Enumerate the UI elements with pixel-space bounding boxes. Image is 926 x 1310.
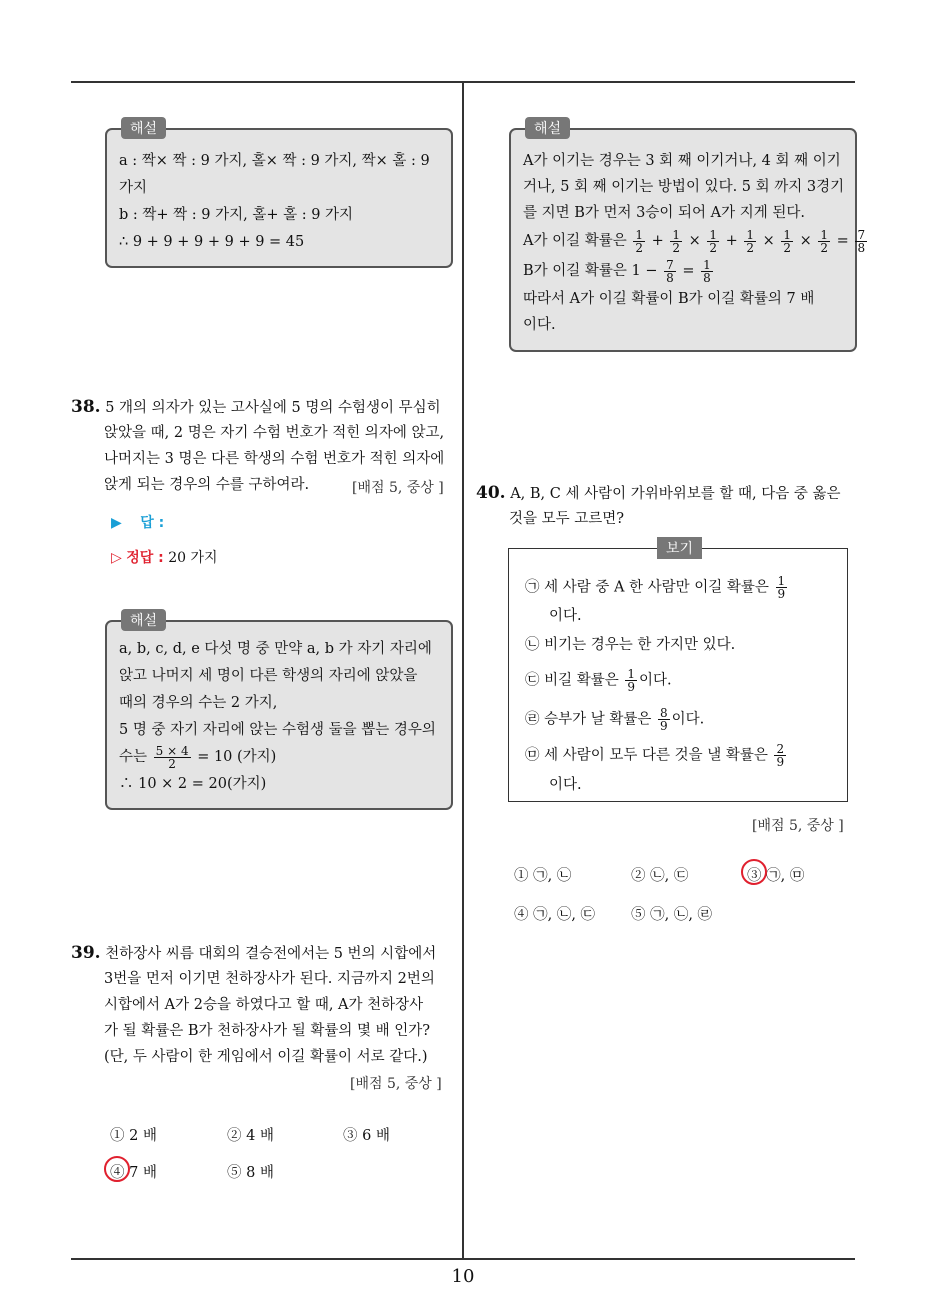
score-meta: [배점 5, 중상 ] [350, 1076, 442, 1092]
explanation-label: 해설 [121, 117, 166, 139]
bottom-rule [71, 1258, 855, 1260]
bogi-item-a-cont: 이다. [549, 608, 582, 624]
explain-line: 를 지면 B가 먼저 3승이 되어 A가 지게 된다. [523, 205, 805, 221]
question-line: 3번을 먼저 이기면 천하장사가 된다. 지금까지 2번의 [104, 971, 435, 987]
explain-line: A가 이기는 경우는 3 회 째 이기거나, 4 회 째 이기 [523, 153, 841, 169]
question-number: 39. [71, 943, 101, 963]
explain-line: ∴ 9 + 9 + 9 + 9 + 9 = 45 [119, 234, 305, 250]
explain-prob-a-line: A가 이길 확률은 $\frac{1}{2}$ + $\frac{1}{2}$ × $\frac{1}{2}$ + $\frac{1}{2}$ × $\frac{1}{2}$ × $\frac{1}{2}$ = $\frac{7}{8}$ [523, 227, 866, 255]
choice-2[interactable]: ② ㉡, ㉢ [631, 868, 689, 884]
score-meta: [배점 5, 중상 ] [352, 480, 444, 496]
bogi-label: 보기 [657, 537, 702, 559]
page-number: 10 [451, 1266, 475, 1287]
column-divider [462, 83, 464, 1259]
explain-fraction-line: 수는 $\frac{5 \times 4}{2}$ = 10 (가지) [119, 743, 277, 771]
explain-line: 이다. [523, 317, 556, 333]
answer-label: 답 : [140, 515, 165, 531]
explanation-box-39 [509, 121, 866, 352]
explanation-box-37 [105, 121, 453, 268]
play-icon: ▶ [111, 515, 122, 531]
choice-2[interactable]: ② 4 배 [227, 1128, 274, 1144]
choice-4[interactable]: ④ 7 배 [110, 1165, 157, 1181]
bogi-item-d: ㉣ 승부가 날 확률은 $\frac{8}{9}$ 이다. [525, 706, 705, 733]
answer-row [111, 512, 164, 532]
choice-1[interactable]: ① 2 배 [110, 1128, 157, 1144]
choice-4[interactable]: ④ ㉠, ㉡, ㉢ [514, 907, 596, 923]
question-number: 38. [71, 397, 101, 417]
fraction: $\frac{5 \times 4}{2}$ [155, 743, 189, 771]
explain-line: 앉고 나머지 세 명이 다른 학생의 자리에 앉았을 [119, 668, 418, 684]
bogi-item-e: ㉤ 세 사람이 모두 다른 것을 낼 확률은 $\frac{2}{9}$ [525, 742, 785, 769]
explain-line: 따라서 A가 이길 확률이 B가 이길 확률의 7 배 [523, 291, 815, 307]
explain-line: 거나, 5 회 째 이기는 방법이 있다. 5 회 까지 3경기 [523, 179, 845, 195]
question-39 [71, 940, 461, 967]
explanation-label: 해설 [525, 117, 570, 139]
explain-line: a, b, c, d, e 다섯 명 중 만약 a, b 가 자기 자리에 [119, 641, 432, 657]
question-line: 천하장사 씨름 대회의 결승전에서는 5 번의 시합에서 [105, 946, 437, 962]
selected-answer-circle [741, 859, 767, 885]
explain-line: 5 명 중 자기 자리에 앉는 수험생 둘을 뽑는 경우의 [119, 722, 436, 738]
triangle-outline-icon: ▷ [111, 550, 122, 566]
question-line: 것을 모두 고르면? [509, 511, 625, 527]
choice-3[interactable]: ③ ㉠, ㉤ [747, 868, 805, 884]
question-line: A, B, C 세 사람이 가위바위보를 할 때, 다음 중 옳은 [510, 486, 841, 502]
question-line: 5 개의 의자가 있는 고사실에 5 명의 수험생이 무심히 [105, 400, 441, 416]
explain-line: b : 짝+ 짝 : 9 가지, 홀+ 홀 : 9 가지 [119, 207, 354, 223]
explanation-label: 해설 [121, 609, 166, 631]
choice-1[interactable]: ① ㉠, ㉡ [514, 868, 572, 884]
choice-5[interactable]: ⑤ ㉠, ㉡, ㉣ [631, 907, 713, 923]
correct-value: 20 가지 [168, 550, 218, 566]
bogi-item-a: ㉠ 세 사람 중 A 한 사람만 이길 확률은 $\frac{1}{9}$ [525, 574, 786, 601]
score-meta: [배점 5, 중상 ] [752, 818, 844, 834]
explain-line: ∴ 10 × 2 = 20(가지) [119, 776, 267, 792]
correct-label: 정답 : [126, 550, 164, 566]
question-line: 나머지는 3 명은 다른 학생의 수험 번호가 적힌 의자에 [104, 451, 445, 467]
question-number: 40. [476, 483, 506, 503]
correct-answer-row [111, 547, 218, 567]
question-line: 앉게 되는 경우의 수를 구하여라. [104, 477, 310, 493]
question-line: 시합에서 A가 2승을 하였다고 할 때, A가 천하장사 [104, 997, 424, 1013]
question-line: 앉았을 때, 2 명은 자기 수험 번호가 적힌 의자에 앉고, [104, 425, 445, 441]
choice-3[interactable]: ③ 6 배 [343, 1128, 390, 1144]
bogi-item-b: ㉡ 비기는 경우는 한 가지만 있다. [525, 637, 736, 653]
question-38 [71, 394, 461, 421]
explain-line: a : 짝× 짝 : 9 가지, 홀× 짝 : 9 가지, 짝× 홀 : 9 [119, 153, 430, 169]
choice-5[interactable]: ⑤ 8 배 [227, 1165, 274, 1181]
explain-prob-b-line: B가 이길 확률은 1 − $\frac{7}{8}$ = $\frac{1}{8}$ [523, 257, 711, 285]
selected-answer-circle [104, 1156, 130, 1182]
explain-line: 가지 [119, 180, 148, 196]
explain-line: 때의 경우의 수는 2 가지, [119, 695, 278, 711]
question-line: (단, 두 사람이 한 게임에서 이길 확률이 서로 같다.) [104, 1049, 428, 1065]
question-line: 가 될 확률은 B가 천하장사가 될 확률의 몇 배 인가? [104, 1023, 431, 1039]
bogi-item-c: ㉢ 비길 확률은 $\frac{1}{9}$ 이다. [525, 667, 672, 694]
question-40 [476, 480, 861, 507]
bogi-item-e-cont: 이다. [549, 777, 582, 793]
bogi-box [508, 541, 848, 802]
explanation-box-38 [105, 613, 453, 810]
